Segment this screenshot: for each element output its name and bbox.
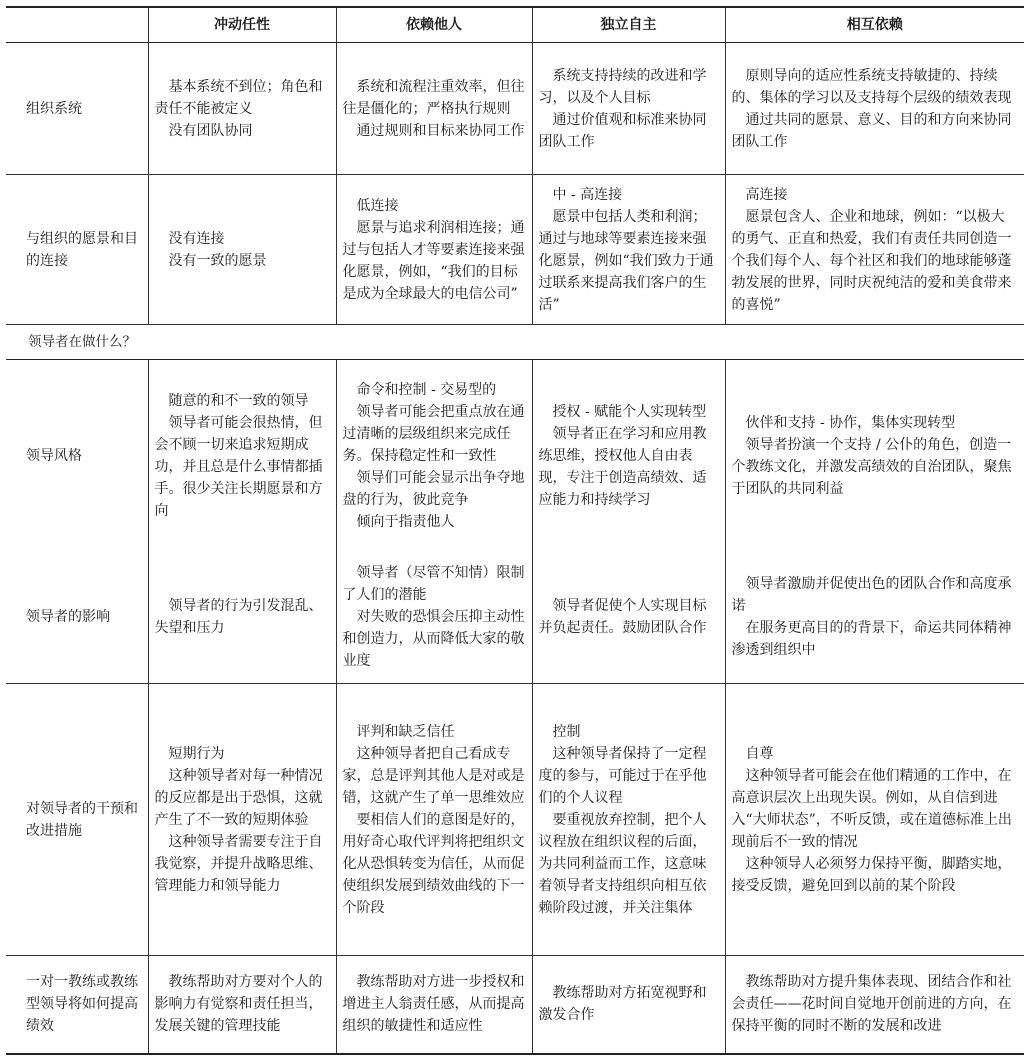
cell-paragraph: 原则导向的适应性系统支持敏捷的、持续的、集体的学习以及支持每个层级的绩效表现 <box>731 67 1012 106</box>
cell-paragraph: 领导者可能会把重点放在通过清晰的层级组织来完成任务。保持稳定性和一致性 <box>342 403 525 464</box>
cell-paragraph: 教练帮助对方进一步授权和增进主人翁责任感，从而提高组织的敏捷性和适应性 <box>342 974 525 1035</box>
table-cell <box>532 552 725 684</box>
cell-paragraph: 这种领导者把自己看成专家，总是评判其他人是对或是错，这就产生了单一思维效应 <box>342 745 525 806</box>
cell-paragraph: 通过价值观和标准来协同团队工作 <box>538 111 707 150</box>
cell-paragraph: 愿景包含人、企业和地球，例如：“以极大的勇气、正直和热爱，我们有责任共同创造一个我们每个人、每个社区和我们的地球能够蓬勃发展的世界，同时庆祝纯洁的爱和美食带来的喜悦” <box>731 208 1012 313</box>
cell-paragraph: 通过共同的愿景、意义、目的和方向来协同团队工作 <box>731 111 1012 150</box>
table-cell <box>725 684 1024 956</box>
cell-paragraph: 短期行为 <box>168 745 225 762</box>
table-cell <box>336 956 532 1054</box>
cell-paragraph: 领导者激励并促使出色的团队合作和高度承诺 <box>731 576 1012 615</box>
cell-paragraph: 教练帮助对方提升集体表现、团结合作和社会责任——花时间自觉地开创前进的方向，在保持平衡的同时不断的发展和改进 <box>731 974 1012 1035</box>
cell-paragraph: 系统支持持续的改进和学习，以及个人目标 <box>538 67 707 106</box>
table-cell <box>336 360 532 552</box>
table-cell <box>148 956 336 1054</box>
header-cell-interdependent: 相互依赖 <box>725 7 1024 43</box>
cell-paragraph: 随意的和不一致的领导 <box>168 392 309 409</box>
cell-paragraph: 评判和缺乏信任 <box>356 723 455 740</box>
header-cell-independent: 独立自主 <box>532 7 725 43</box>
cell-paragraph: 基本系统不到位；角色和责任不能被定义 <box>154 78 323 117</box>
cell-paragraph: 领导者促使个人实现目标并负起责任。鼓励团队合作 <box>538 598 707 637</box>
cell-paragraph: 领导者（尽管不知情）限制了人们的潜能 <box>342 565 525 604</box>
cell-paragraph: 通过规则和目标来协同工作 <box>356 122 525 139</box>
cell-paragraph: 这种领导者保持了一定程度的参与，可能过于在乎他们的个人议程 <box>538 745 707 806</box>
cell-paragraph: 在服务更高目的的背景下，命运共同体精神渗透到组织中 <box>731 620 1012 659</box>
row-label: 与组织的愿景和目的连接 <box>6 175 148 325</box>
row-label: 一对一教练或教练型领导将如何提高绩效 <box>6 956 148 1054</box>
table-row <box>6 684 1024 956</box>
header-row <box>6 7 1024 43</box>
table-cell <box>725 956 1024 1054</box>
cell-paragraph: 系统和流程注重效率，但往往是僵化的；严格执行规则 <box>342 78 525 117</box>
cell-paragraph: 领导者正在学习和应用教练思维，授权他人自由表现，专注于创造高绩效、适应能力和持续学习 <box>538 425 707 508</box>
cell-paragraph: 领导们可能会显示出争夺地盘的行为，彼此竞争 <box>342 469 525 508</box>
cell-paragraph: 教练帮助对方要对个人的影响力有觉察和责任担当，发展关键的管理技能 <box>154 974 323 1035</box>
cell-paragraph: 这种领导者需要专注于自我觉察，并提升战略思维、管理能力和领导能力 <box>154 833 323 894</box>
table-cell <box>336 175 532 325</box>
table-cell <box>148 360 336 552</box>
header-cell-dependent: 依赖他人 <box>336 7 532 43</box>
table-cell <box>148 43 336 175</box>
cell-paragraph: 领导者扮演一个支持 / 公仆的角色，创造一个教练文化，并激发高绩效的自治团队，聚焦于团队的共同利益 <box>731 436 1012 497</box>
cell-paragraph: 教练帮助对方拓宽视野和激发合作 <box>538 985 707 1024</box>
table-cell <box>532 956 725 1054</box>
cell-paragraph: 没有连接 <box>168 230 225 247</box>
cell-paragraph: 要重视放弃控制，把个人议程放在组织议程的后面，为共同利益而工作，这意味着领导者支持组织向相互依赖阶段过渡，并关注集体 <box>538 811 707 916</box>
table-row <box>6 552 1024 684</box>
cell-paragraph: 没有团队协同 <box>168 122 253 139</box>
section-title: 领导者在做什么？ <box>6 325 1024 360</box>
cell-paragraph: 高连接 <box>745 186 788 203</box>
row-label: 对领导者的干预和改进措施 <box>6 684 148 956</box>
table-cell <box>725 552 1024 684</box>
cell-paragraph: 领导者可能会很热情，但会不顾一切来追求短期成功，并且总是什么事情都插手。很少关注长期愿景和方向 <box>154 414 323 519</box>
table-cell <box>725 175 1024 325</box>
table-cell <box>725 43 1024 175</box>
row-label: 领导风格 <box>6 360 148 552</box>
table-cell <box>148 684 336 956</box>
cell-paragraph: 控制 <box>552 723 581 740</box>
table-cell <box>148 552 336 684</box>
table-row <box>6 175 1024 325</box>
cell-paragraph: 要相信人们的意图是好的，用好奇心取代评判将把组织文化从恐惧转变为信任，从而促使组织发展到绩效曲线的下一个阶段 <box>342 811 525 916</box>
table-body-part2 <box>6 360 1024 1054</box>
table-cell <box>532 175 725 325</box>
table-body-part1 <box>6 43 1024 325</box>
cell-paragraph: 领导者的行为引发混乱、失望和压力 <box>154 598 323 637</box>
table-cell <box>336 43 532 175</box>
cell-paragraph: 命令和控制 - 交易型的 <box>356 381 497 398</box>
table-row <box>6 43 1024 175</box>
cell-paragraph: 没有一致的愿景 <box>168 252 267 269</box>
leadership-stages-table <box>6 6 1024 1055</box>
row-label: 领导者的影响 <box>6 552 148 684</box>
cell-paragraph: 中 - 高连接 <box>552 186 623 203</box>
cell-paragraph: 愿景中包括人类和利润；通过与地球等要素连接来强化愿景，例如“我们致力于通过联系来提高我们客户的生活” <box>538 208 714 313</box>
table-row <box>6 360 1024 552</box>
cell-paragraph: 授权 - 赋能个人实现转型 <box>552 403 707 420</box>
cell-paragraph: 这种领导人必须努力保持平衡，脚踏实地，接受反馈，避免回到以前的某个阶段 <box>731 855 1012 894</box>
document-page <box>6 6 1024 1055</box>
table-cell <box>336 684 532 956</box>
cell-paragraph: 低连接 <box>356 197 399 214</box>
cell-paragraph: 伙伴和支持 - 协作，集体实现转型 <box>745 414 956 431</box>
cell-paragraph: 倾向于指责他人 <box>356 513 455 530</box>
section-header <box>6 325 1024 360</box>
header-cell-empty <box>6 7 148 43</box>
table-cell <box>532 684 725 956</box>
table-cell <box>725 360 1024 552</box>
cell-paragraph: 对失败的恐惧会压抑主动性和创造力，从而降低大家的敬业度 <box>342 609 525 670</box>
table-cell <box>148 175 336 325</box>
cell-paragraph: 自尊 <box>745 745 774 762</box>
cell-paragraph: 这种领导者可能会在他们精通的工作中，在高意识层次上出现失误。例如，从自信到进入“大师状态”，不听反馈，或在道德标准上出现前后不一致的情况 <box>731 767 1012 850</box>
table-cell <box>532 43 725 175</box>
header-cell-impulsive: 冲动任性 <box>148 7 336 43</box>
cell-paragraph: 愿景与追求利润相连接；通过与包括人才等要素连接来强化愿景，例如，“我们的目标是成为全球最大的电信公司” <box>342 219 525 302</box>
table-cell <box>532 360 725 552</box>
row-label: 组织系统 <box>6 43 148 175</box>
table-row <box>6 956 1024 1054</box>
table-cell <box>336 552 532 684</box>
cell-paragraph: 这种领导者对每一种情况的反应都是出于恐惧，这就产生了不一致的短期体验 <box>154 767 323 828</box>
